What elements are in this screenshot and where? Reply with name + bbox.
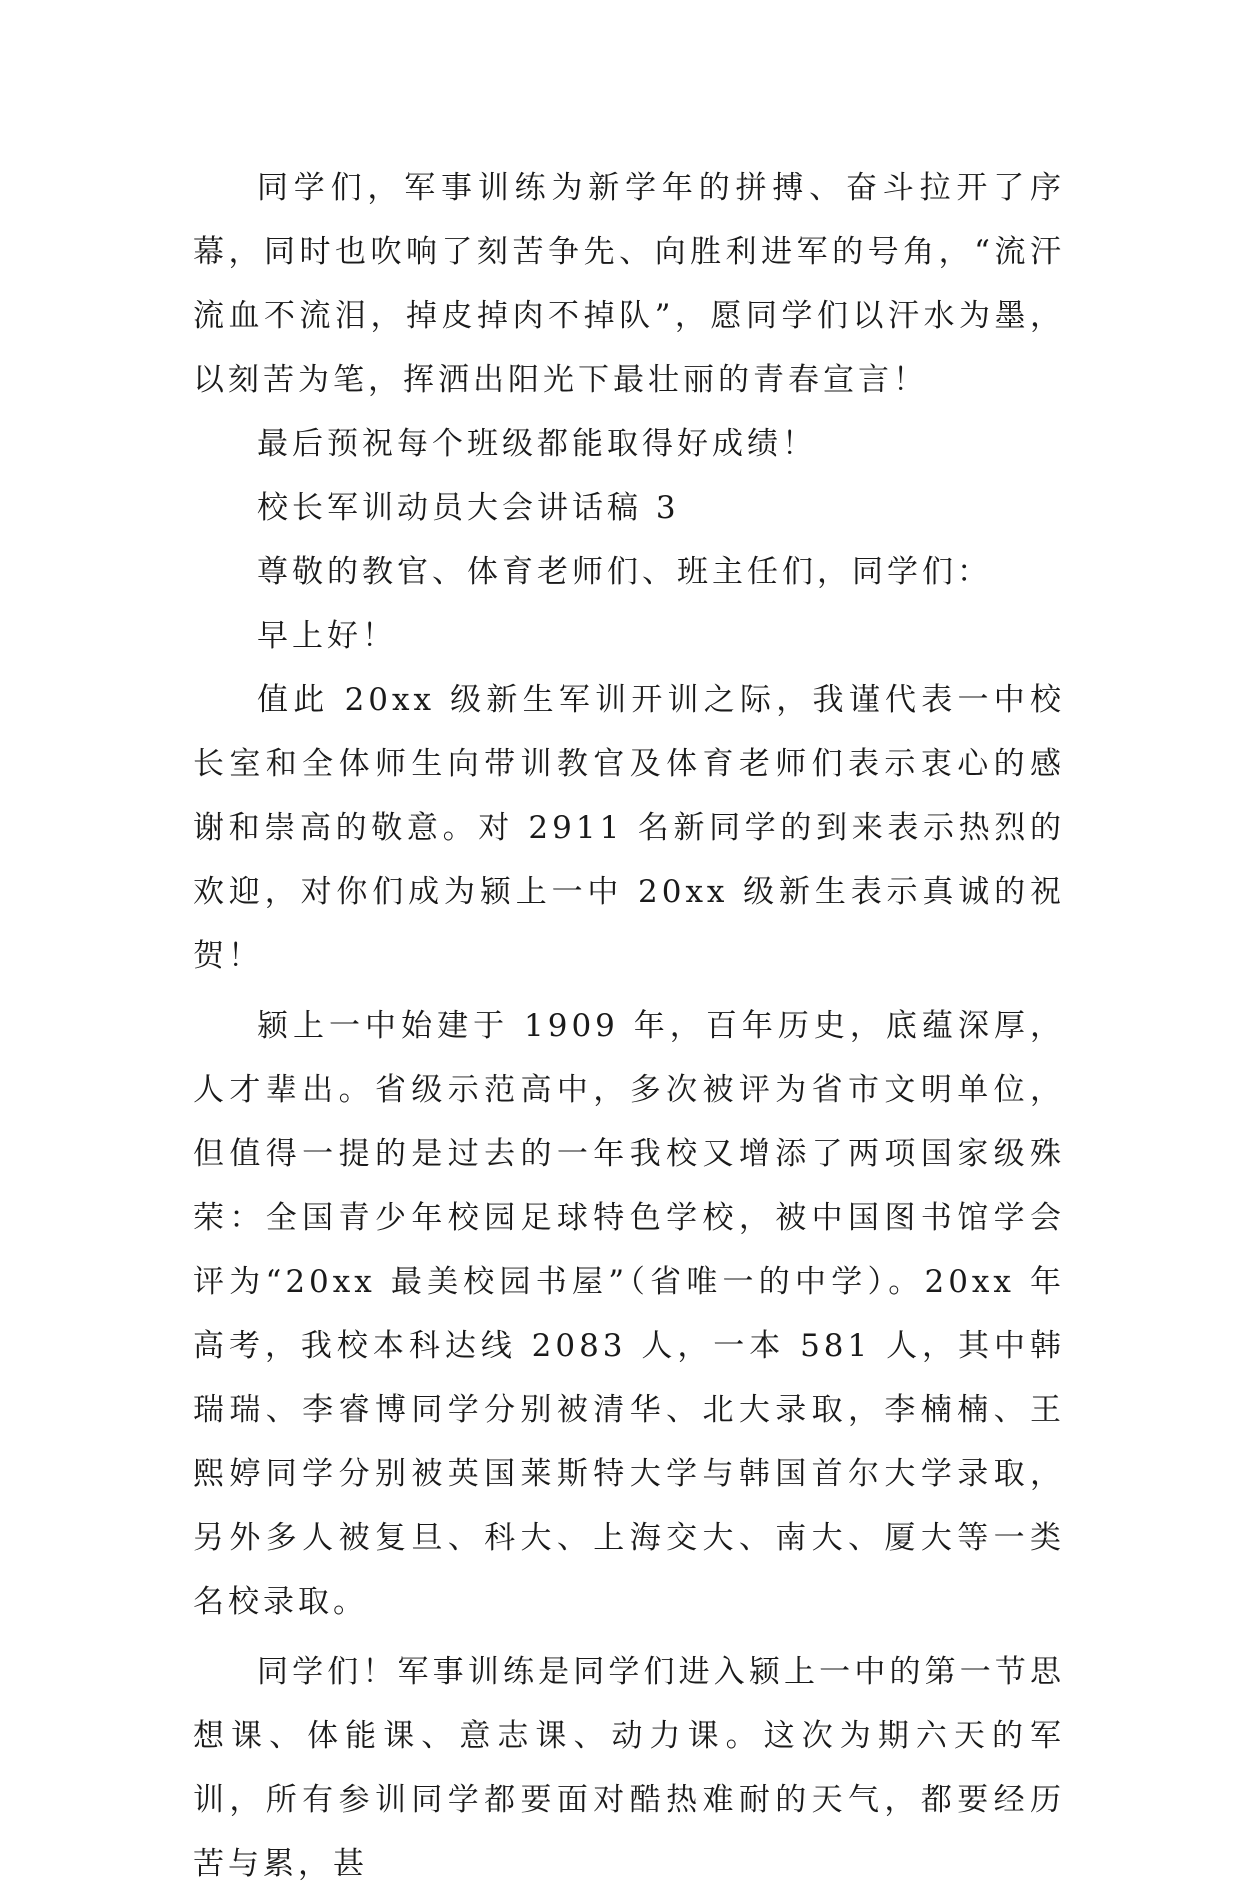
- paragraph-class-wishes: 最后预祝每个班级都能取得好成绩！: [257, 426, 817, 462]
- paragraph-training-intro: 同学们！军事训练是同学们进入颍上一中的第一节思想课、体能课、意志课、动力课。这次为期六天的军训，所有参训同学都要面对酷热难耐的天气，都要经历苦与累，甚: [193, 1654, 1065, 1882]
- paragraph-greeting: 早上好！: [257, 618, 397, 654]
- paragraph-school-history: 颍上一中始建于 1909 年，百年历史，底蕴深厚，人才辈出。省级示范高中，多次被评为省市文明单位，但值得一提的是过去的一年我校又增添了两项国家级殊荣：全国青少年校园足球特色学校，被中国图书馆学会评为“20xx 最美校园书屋”（省唯一的中学）。20xx 年高考，我校本科达线 2083 人，一本 581 人，其中韩瑞瑞、李睿博同学分别被清华、北大录取，李楠楠、王熙婷同学分别被英国莱斯特大学与韩国首尔大学录取，另外多人被复旦、科大、上海交大、南大、厦大等一类名校录取。: [193, 1008, 1065, 1620]
- section-title-speech-3: 校长军训动员大会讲话稿 3: [257, 490, 680, 526]
- paragraph-military-training-prelude: 同学们，军事训练为新学年的拼搏、奋斗拉开了序幕，同时也吹响了刻苦争先、向胜利进军的号角，“流汗流血不流泪，掉皮掉肉不掉队”，愿同学们以汗水为墨，以刻苦为笔，挥洒出阳光下最壮丽的青春宣言！: [193, 170, 1065, 398]
- paragraph-salutation: 尊敬的教官、体育老师们、班主任们，同学们：: [257, 554, 992, 590]
- document-body: [193, 156, 1065, 1896]
- paragraph-welcome: 值此 20xx 级新生军训开训之际，我谨代表一中校长室和全体师生向带训教官及体育老师们表示衷心的感谢和崇高的敬意。对 2911 名新同学的到来表示热烈的欢迎，对你们成为颍上一中 20xx 级新生表示真诚的祝贺！: [193, 682, 1065, 974]
